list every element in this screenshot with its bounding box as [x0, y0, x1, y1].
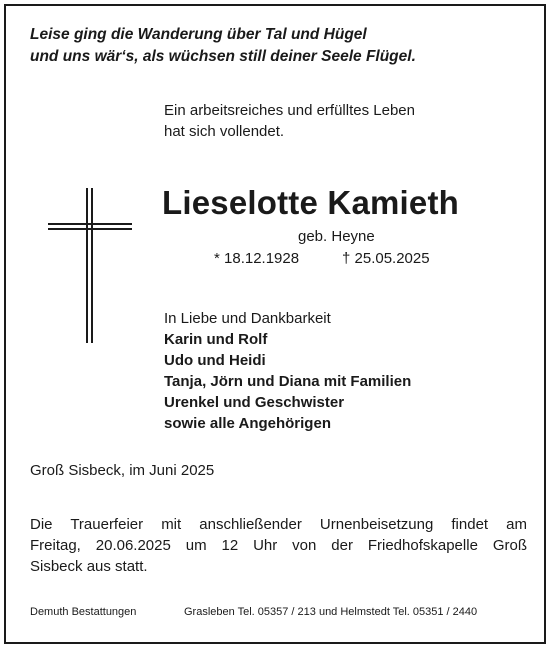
place-and-date: Groß Sisbeck, im Juni 2025	[30, 462, 215, 479]
latin-cross-icon	[48, 188, 132, 343]
obituary-frame	[4, 4, 546, 644]
motto-verse	[30, 24, 416, 68]
ceremony-line-3: Sisbeck aus statt.	[30, 558, 148, 575]
maiden-name: geb. Heyne	[298, 228, 375, 245]
death-date: † 25.05.2025	[342, 250, 430, 267]
ceremony-notice	[30, 514, 527, 577]
mourner-entry: Urenkel und Geschwister	[164, 394, 345, 411]
motto-line-1: Leise ging die Wanderung über Tal und Hügel	[30, 26, 367, 43]
motto-line-2: und uns wär‘s, als wüchsen still deiner Seele Flügel.	[30, 48, 416, 65]
deceased-name: Lieselotte Kamieth	[162, 184, 460, 221]
intro-line-1: Ein arbeitsreiches und erfülltes Leben	[164, 102, 415, 119]
mourner-entry: Tanja, Jörn und Diana mit Familien	[164, 373, 412, 390]
ceremony-line-2: Freitag, 20.06.2025 um 12 Uhr von der Friedhofskapelle Groß	[30, 537, 527, 554]
mourner-entry: Karin und Rolf	[164, 331, 268, 348]
intro-text	[164, 100, 415, 142]
mourner-entry: sowie alle Angehörigen	[164, 415, 331, 432]
mourners-heading: In Liebe und Dankbarkeit	[164, 310, 331, 327]
birth-date: * 18.12.1928	[214, 250, 300, 267]
mourner-entry: Udo und Heidi	[164, 352, 266, 369]
intro-line-2: hat sich vollendet.	[164, 123, 285, 140]
undertaker-contacts: Grasleben Tel. 05357 / 213 und Helmstedt Tel. 05351 / 2440	[184, 606, 478, 618]
ceremony-line-1: Die Trauerfeier mit anschließender Urnenbeisetzung findet am	[30, 516, 527, 533]
undertaker-name: Demuth Bestattungen	[30, 606, 137, 618]
mourners-list	[164, 329, 411, 434]
